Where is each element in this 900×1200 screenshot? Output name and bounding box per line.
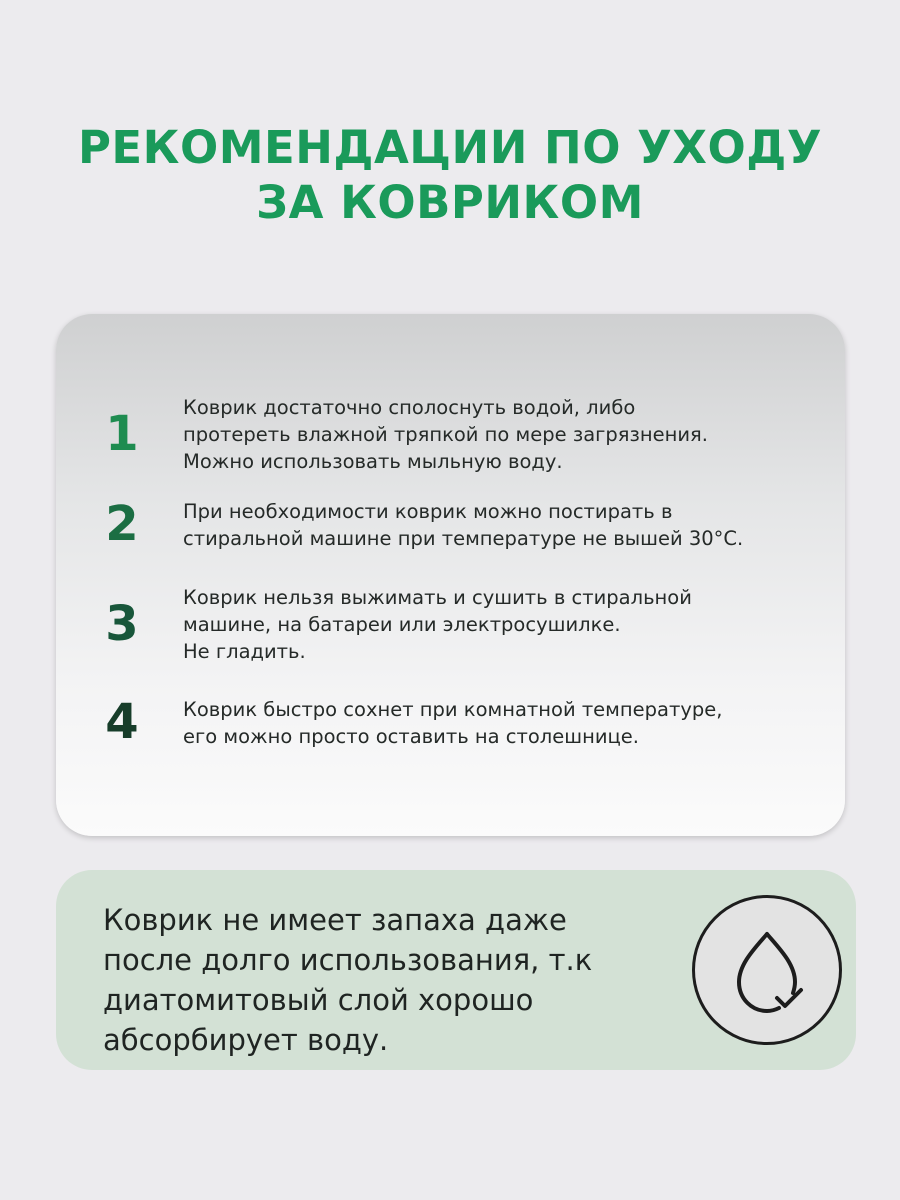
step-number-3: 3 [105, 596, 139, 652]
step-number-1: 1 [105, 406, 139, 462]
title-line-2: ЗА КОВРИКОМ [256, 176, 644, 229]
step-text-2: При необходимости коврик можно постирать в стиральной машине при температуре не вышей 30°С. [183, 500, 744, 550]
step-text-1: Коврик достаточно сполоснуть водой, либо протереть влажной тряпкой по мере загрязнения. Можно использовать мыльную воду. [183, 396, 708, 473]
step-text-4: Коврик быстро сохнет при комнатной температуре, его можно просто оставить на столешнице. [183, 698, 723, 748]
step-number-4: 4 [105, 694, 139, 750]
step-text-3: Коврик нельзя выжимать и сушить в стиральной машине, на батареи или электросушилке. Не гладить. [183, 586, 692, 663]
care-steps-card [56, 314, 845, 836]
step-number-2: 2 [105, 496, 139, 552]
odor-note-text: Коврик не имеет запаха даже после долго использования, т.к диатомитовый слой хорошо абсорбирует воду. [103, 903, 593, 1057]
title-line-1: РЕКОМЕНДАЦИИ ПО УХОДУ [77, 121, 823, 174]
water-drop-check-icon [692, 895, 842, 1045]
